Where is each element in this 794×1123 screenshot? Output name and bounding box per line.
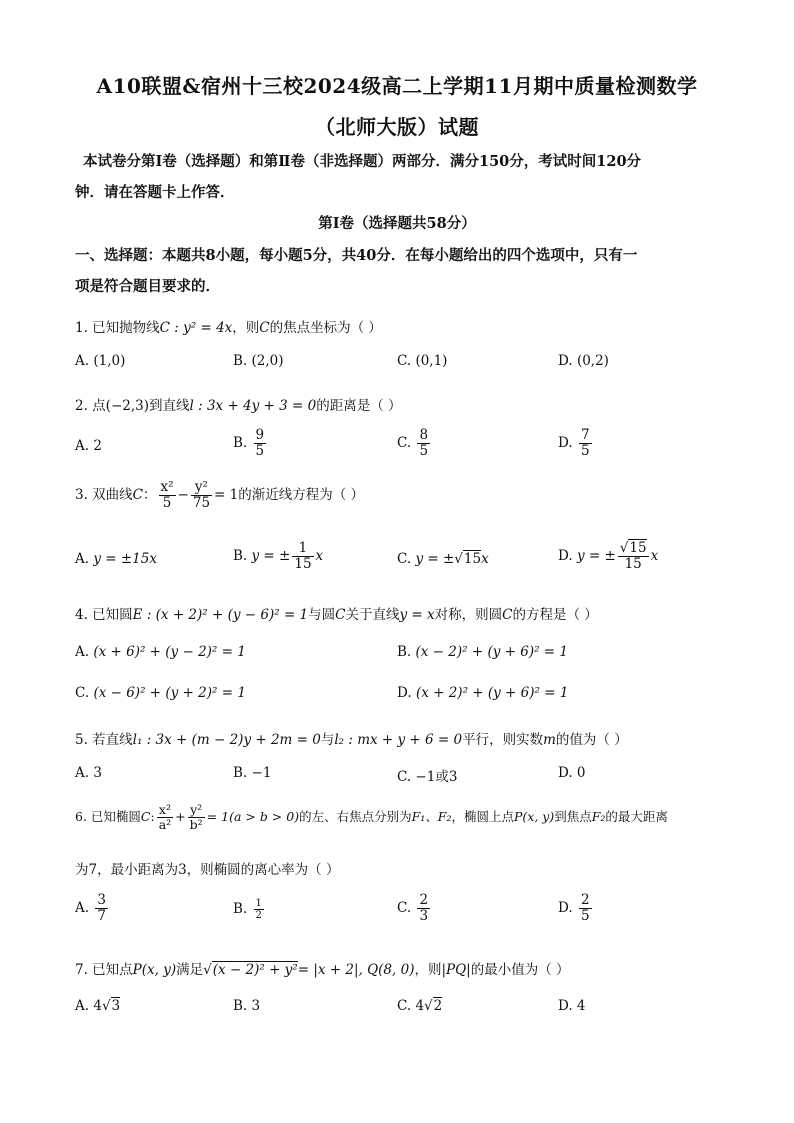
q7-option-a: A. 4√3 bbox=[75, 998, 121, 1014]
question-6: 6. 已知椭圆C: $\frac{\text{x²}}{\text{a²}}$ + $\frac{\text{y²}}{\text{b²}}$ = 1(a > b > 0)的左、右焦点分别为F₁、F₂，椭圆上点P(x, y)到焦点F₂的最大距离 bbox=[75, 802, 668, 832]
q6-option-b: B. $\frac{1}{2}$ bbox=[233, 898, 262, 921]
part1-instructions-line1: 一、选择题：本题共8小题，每小题5分，共40分．在每小题给出的四个选项中，只有一 bbox=[75, 247, 638, 264]
q3-option-a: A. y = ±15x bbox=[75, 551, 157, 567]
q2-option-b: B. $\frac{9}{5}$ bbox=[233, 427, 265, 459]
q7-option-b: B. 3 bbox=[233, 998, 261, 1014]
q6-option-d: D. $\frac{2}{5}$ bbox=[558, 892, 590, 924]
q3-option-d: D. y = ± $\frac{√15}{15}$ x bbox=[558, 540, 659, 572]
q4-option-a: A. (x + 6)² + (y − 2)² = 1 bbox=[75, 644, 246, 660]
q2-line: l : 3x + 4y + 3 = 0 bbox=[189, 398, 317, 414]
section-title: 第Ⅰ卷（选择题共58分） bbox=[318, 215, 476, 232]
instructions-line1: 本试卷分第Ⅰ卷（选择题）和第Ⅱ卷（非选择题）两部分．满分150分，考试时间120分 bbox=[83, 153, 642, 170]
q1-option-d: D. (0,2) bbox=[558, 353, 609, 369]
q3-option-c: C. y = ±√15x bbox=[397, 551, 489, 567]
q7-option-d: D. 4 bbox=[558, 998, 586, 1014]
q4-option-b: B. (x − 2)² + (y + 6)² = 1 bbox=[397, 644, 568, 660]
q4-option-d: D. (x + 2)² + (y + 6)² = 1 bbox=[397, 685, 569, 701]
q2-option-a: A. 2 bbox=[75, 438, 102, 454]
question-6-line2: 为7，最小距离为3，则椭圆的离心率为（ ） bbox=[75, 862, 340, 878]
q3-option-b: B. y = ± $\frac{1}{15}$ x bbox=[233, 540, 324, 572]
q5-option-a: A. 3 bbox=[75, 765, 102, 781]
question-5: 5. 若直线l₁ : 3x + (m − 2)y + 2m = 0与l₂ : mx + y + 6 = 0平行，则实数m的值为（ ） bbox=[75, 732, 628, 748]
instructions-line2: 钟．请在答题卡上作答． bbox=[75, 184, 235, 201]
q1-option-a: A. (1,0) bbox=[75, 353, 126, 369]
q1-option-c: C. (0,1) bbox=[397, 353, 448, 369]
q1-option-b: B. (2,0) bbox=[233, 353, 284, 369]
q6-option-c: C. $\frac{2}{3}$ bbox=[397, 892, 429, 924]
q5-option-d: D. 0 bbox=[558, 765, 586, 781]
question-4: 4. 已知圆E : (x + 2)² + (y − 6)² = 1与圆C关于直线y = x对称，则圆C的方程是（ ） bbox=[75, 607, 598, 623]
question-3: 3. 双曲线C： $\frac{\text{x²}}{5}$ − $\frac{\text{y²}}{75}$ = 1的渐近线方程为（ ） bbox=[75, 479, 365, 511]
q5-option-c: C. −1或3 bbox=[397, 769, 458, 785]
part1-instructions-line2: 项是符合题目要求的． bbox=[75, 278, 220, 295]
q2-option-d: D. $\frac{7}{5}$ bbox=[558, 427, 590, 459]
q4-option-c: C. (x − 6)² + (y + 2)² = 1 bbox=[75, 685, 246, 701]
question-7: 7. 已知点P(x, y)满足√(x − 2)² + y²= |x + 2|, Q(8, 0)，则|PQ|的最小值为（ ） bbox=[75, 962, 570, 978]
question-2: 2. 点(−2,3)到直线l : 3x + 4y + 3 = 0的距离是（ ） bbox=[75, 398, 402, 414]
exam-title-line1: A10联盟&宿州十三校2024级高二上学期11月期中质量检测数学 bbox=[96, 74, 698, 98]
q5-option-b: B. −1 bbox=[233, 765, 272, 781]
question-1: 1. 已知抛物线C : y² = 4x，则C的焦点坐标为（ ） bbox=[75, 320, 382, 336]
q6-option-a: A. $\frac{3}{7}$ bbox=[75, 892, 106, 924]
exam-title-line2: （北师大版）试题 bbox=[315, 115, 479, 139]
q1-formula: C : y² = 4x bbox=[159, 320, 233, 336]
q2-option-c: C. $\frac{8}{5}$ bbox=[397, 427, 429, 459]
q2-point: (−2,3) bbox=[105, 398, 149, 414]
q7-option-c: C. 4√2 bbox=[397, 998, 443, 1014]
